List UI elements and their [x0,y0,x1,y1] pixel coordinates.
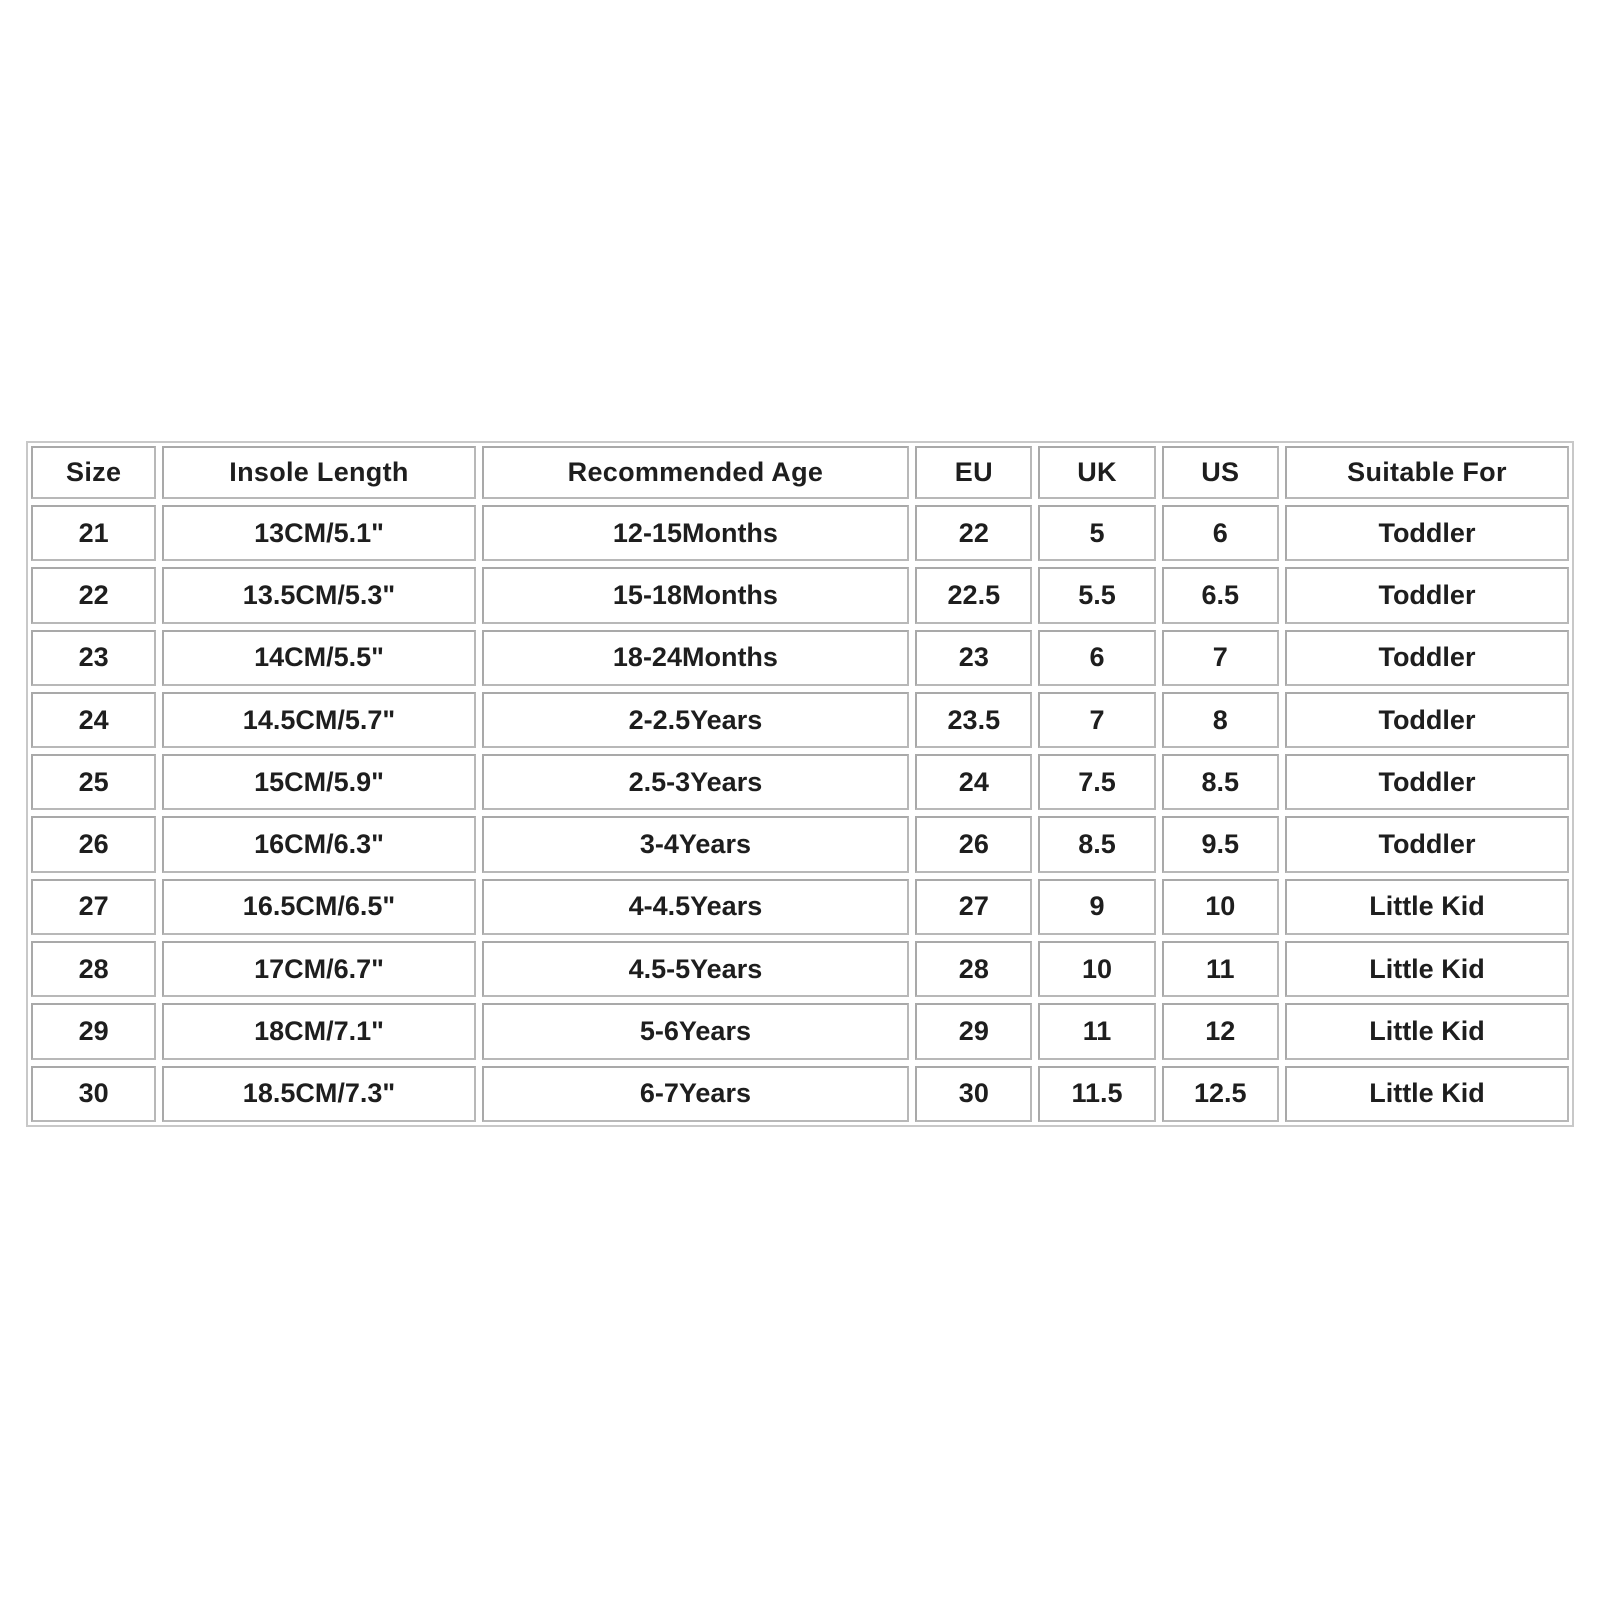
cell-insole-length: 13.5CM/5.3" [162,567,475,623]
cell-suitable-for: Toddler [1285,692,1569,748]
cell-uk: 7 [1038,692,1155,748]
cell-uk: 10 [1038,941,1155,997]
cell-uk: 7.5 [1038,754,1155,810]
cell-suitable-for: Toddler [1285,754,1569,810]
cell-insole-length: 14CM/5.5" [162,630,475,686]
header-size: Size [31,446,156,499]
cell-uk: 11.5 [1038,1066,1155,1122]
cell-suitable-for: Toddler [1285,630,1569,686]
cell-size: 30 [31,1066,156,1122]
cell-recommended-age: 12-15Months [482,505,910,561]
cell-us: 12 [1162,1003,1279,1059]
table-header-row [31,446,1569,499]
cell-suitable-for: Little Kid [1285,1003,1569,1059]
cell-recommended-age: 2-2.5Years [482,692,910,748]
cell-eu: 26 [915,816,1032,872]
cell-eu: 27 [915,879,1032,935]
cell-eu: 28 [915,941,1032,997]
cell-eu: 22 [915,505,1032,561]
cell-us: 11 [1162,941,1279,997]
cell-recommended-age: 4.5-5Years [482,941,910,997]
cell-eu: 22.5 [915,567,1032,623]
cell-us: 6 [1162,505,1279,561]
header-uk: UK [1038,446,1155,499]
cell-uk: 5.5 [1038,567,1155,623]
table-row [31,816,1569,872]
cell-eu: 24 [915,754,1032,810]
table-row [31,692,1569,748]
cell-size: 29 [31,1003,156,1059]
cell-suitable-for: Little Kid [1285,941,1569,997]
cell-uk: 9 [1038,879,1155,935]
cell-suitable-for: Little Kid [1285,879,1569,935]
cell-suitable-for: Toddler [1285,816,1569,872]
table-row [31,567,1569,623]
cell-eu: 29 [915,1003,1032,1059]
cell-us: 8 [1162,692,1279,748]
cell-insole-length: 14.5CM/5.7" [162,692,475,748]
header-eu: EU [915,446,1032,499]
table-row [31,505,1569,561]
table-row [31,1003,1569,1059]
header-recommended-age: Recommended Age [482,446,910,499]
cell-recommended-age: 3-4Years [482,816,910,872]
cell-insole-length: 18CM/7.1" [162,1003,475,1059]
cell-insole-length: 16CM/6.3" [162,816,475,872]
cell-uk: 8.5 [1038,816,1155,872]
table-row [31,1066,1569,1122]
cell-recommended-age: 5-6Years [482,1003,910,1059]
cell-insole-length: 18.5CM/7.3" [162,1066,475,1122]
cell-uk: 6 [1038,630,1155,686]
cell-eu: 30 [915,1066,1032,1122]
size-table [25,440,1575,1128]
cell-us: 7 [1162,630,1279,686]
cell-size: 27 [31,879,156,935]
cell-uk: 5 [1038,505,1155,561]
cell-suitable-for: Toddler [1285,505,1569,561]
cell-us: 9.5 [1162,816,1279,872]
table-row [31,754,1569,810]
table-row [31,941,1569,997]
cell-recommended-age: 15-18Months [482,567,910,623]
cell-size: 22 [31,567,156,623]
header-us: US [1162,446,1279,499]
header-insole-length: Insole Length [162,446,475,499]
cell-uk: 11 [1038,1003,1155,1059]
cell-insole-length: 15CM/5.9" [162,754,475,810]
size-chart [26,441,1574,1127]
cell-suitable-for: Little Kid [1285,1066,1569,1122]
cell-us: 8.5 [1162,754,1279,810]
cell-size: 24 [31,692,156,748]
cell-size: 26 [31,816,156,872]
cell-insole-length: 16.5CM/6.5" [162,879,475,935]
cell-eu: 23 [915,630,1032,686]
cell-insole-length: 13CM/5.1" [162,505,475,561]
cell-suitable-for: Toddler [1285,567,1569,623]
cell-recommended-age: 18-24Months [482,630,910,686]
header-suitable-for: Suitable For [1285,446,1569,499]
cell-insole-length: 17CM/6.7" [162,941,475,997]
cell-recommended-age: 2.5-3Years [482,754,910,810]
cell-eu: 23.5 [915,692,1032,748]
cell-us: 12.5 [1162,1066,1279,1122]
cell-recommended-age: 6-7Years [482,1066,910,1122]
cell-size: 23 [31,630,156,686]
cell-size: 28 [31,941,156,997]
cell-us: 6.5 [1162,567,1279,623]
cell-recommended-age: 4-4.5Years [482,879,910,935]
cell-size: 21 [31,505,156,561]
cell-size: 25 [31,754,156,810]
table-row [31,879,1569,935]
cell-us: 10 [1162,879,1279,935]
table-row [31,630,1569,686]
